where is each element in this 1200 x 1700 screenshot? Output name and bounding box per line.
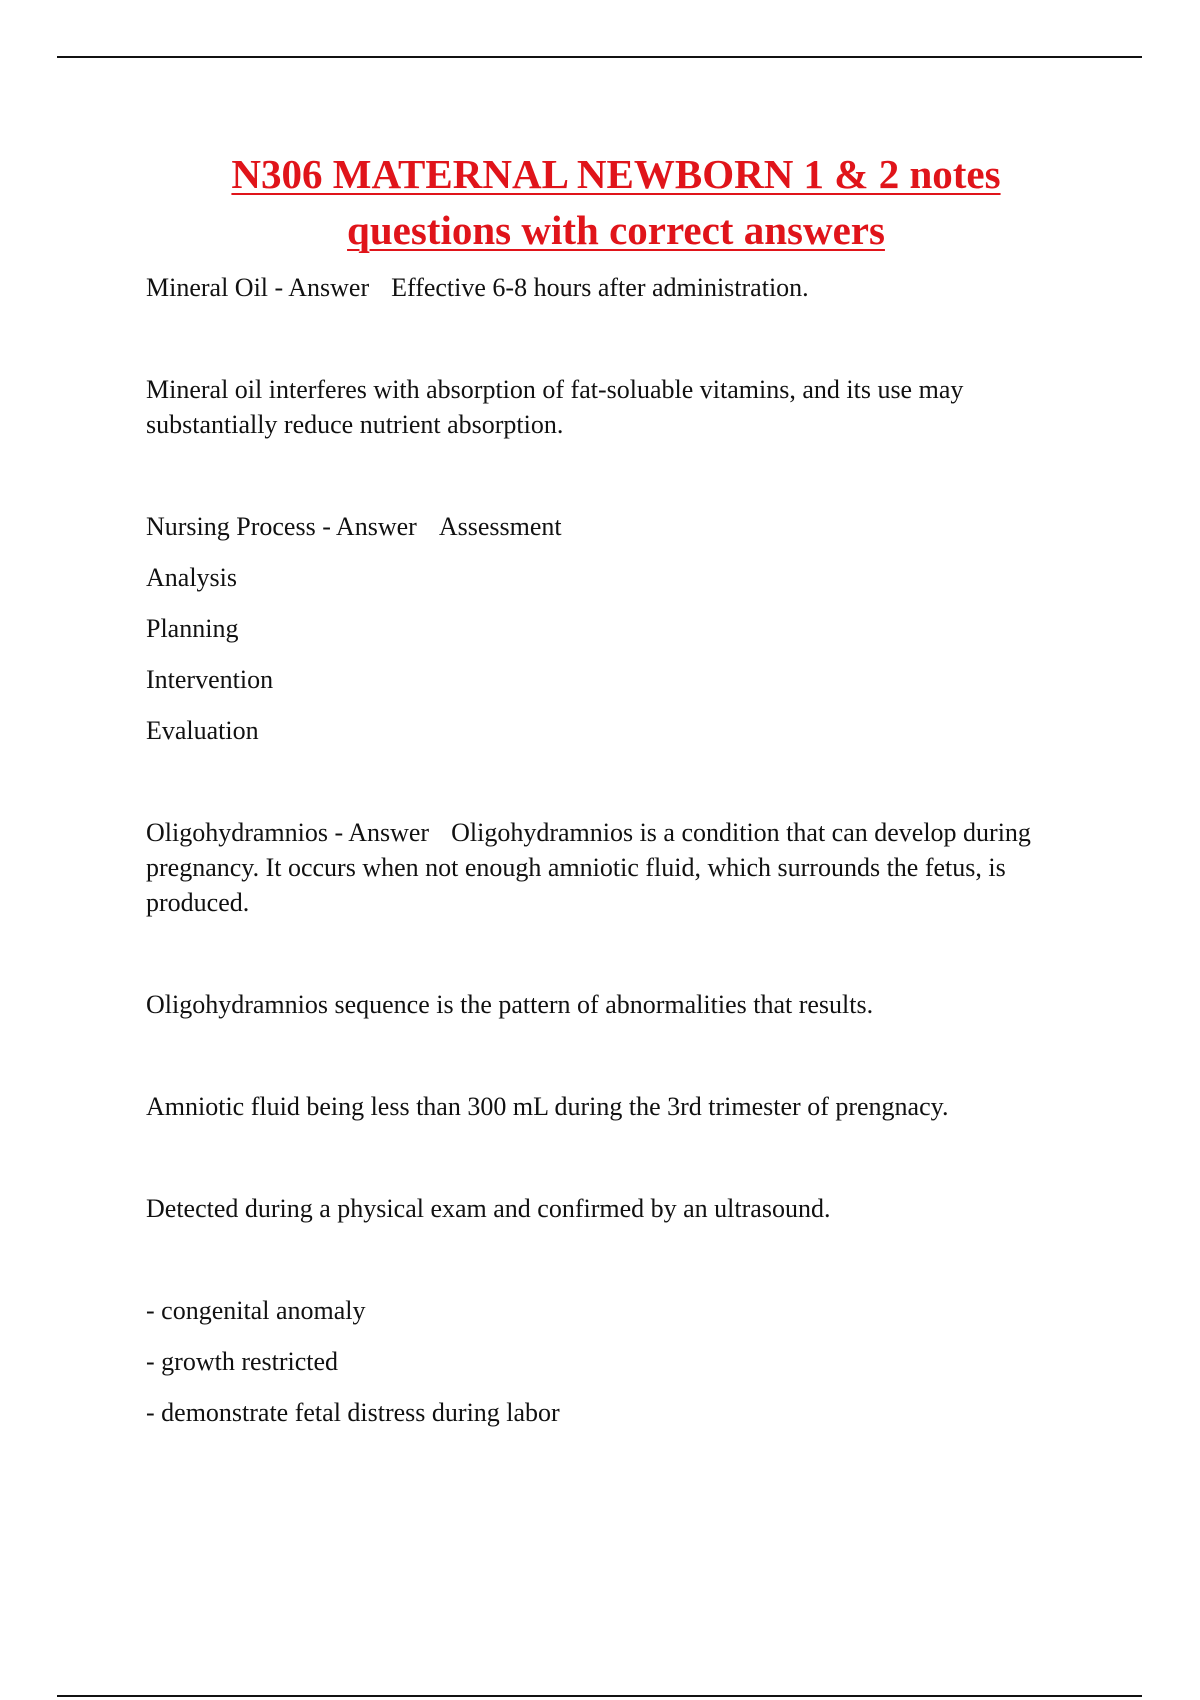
top-rule <box>57 56 1142 58</box>
bottom-rule <box>57 1695 1142 1697</box>
nursing-process-entry <box>146 509 1081 544</box>
mineral-oil-term: Mineral Oil - Answer <box>146 273 370 302</box>
title-line-1: N306 MATERNAL NEWBORN 1 & 2 notes <box>231 151 1001 197</box>
detection-note: Detected during a physical exam and confirmed by an ultrasound. <box>146 1194 831 1223</box>
oligohydramnios-term: Oligohydramnios - Answer <box>146 818 430 847</box>
risk-item: - demonstrate fetal distress during labor <box>146 1398 560 1427</box>
oligohydramnios-answer: Oligohydramnios is a condition that can develop during pregnancy. It occurs when not enough amniotic fluid, which surrounds the fetus, is produced. <box>146 818 1031 917</box>
title-line-2: questions with correct answers <box>347 207 885 253</box>
nursing-process-step: Analysis <box>146 563 237 592</box>
document-body <box>146 270 1081 1430</box>
nursing-process-step: Assessment <box>438 512 562 541</box>
document-title <box>0 146 1200 258</box>
mineral-oil-note: Mineral oil interferes with absorption of fat-soluable vitamins, and its use may substantially reduce nutrient absorption. <box>146 375 964 439</box>
oligohydramnios-sequence: Oligohydramnios sequence is the pattern of abnormalities that results. <box>146 990 874 1019</box>
nursing-process-step: Evaluation <box>146 716 259 745</box>
mineral-oil-entry <box>146 270 1081 305</box>
risk-item: - growth restricted <box>146 1347 339 1376</box>
mineral-oil-answer: Effective 6-8 hours after administration. <box>391 273 809 302</box>
nursing-process-step: Planning <box>146 614 239 643</box>
nursing-process-term: Nursing Process - Answer <box>146 512 417 541</box>
amniotic-fluid-note: Amniotic fluid being less than 300 mL during the 3rd trimester of prengnacy. <box>146 1092 949 1121</box>
risk-item: - congenital anomaly <box>146 1296 366 1325</box>
nursing-process-step: Intervention <box>146 665 274 694</box>
oligohydramnios-entry <box>146 815 1081 920</box>
